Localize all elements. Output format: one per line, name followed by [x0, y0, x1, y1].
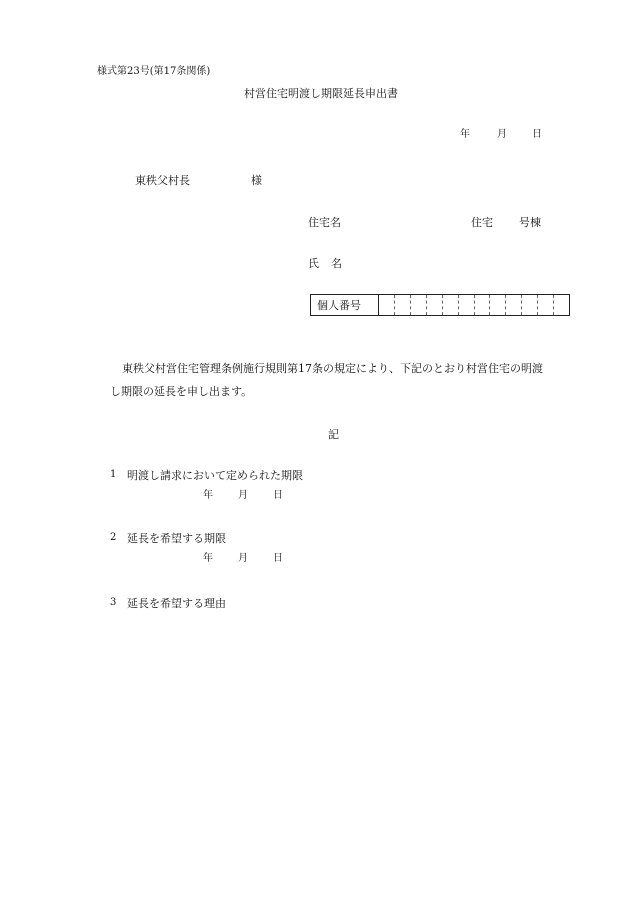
body-text-line2: し期限の延長を申し出ます。 [110, 385, 253, 398]
my-number-digit-cell[interactable] [537, 295, 553, 315]
item-date-year: 年 [203, 490, 213, 501]
document-title: 村営住宅明渡し期限延長申出書 [244, 87, 398, 100]
item-date-year: 年 [203, 553, 213, 564]
housing-label: 住宅 [471, 216, 493, 229]
date-day-label: 日 [532, 129, 542, 140]
my-number-digit-cell[interactable] [489, 295, 505, 315]
my-number-digit-cell[interactable] [394, 295, 410, 315]
addressee-name: 東秩父村長 [135, 174, 190, 187]
my-number-digit-cell[interactable] [474, 295, 490, 315]
item-text: 延長を希望する理由 [127, 597, 226, 610]
form-number: 様式第23号(第17条関係) [97, 66, 211, 77]
my-number-digit-cell[interactable] [379, 295, 394, 315]
item-number: 2 [110, 532, 117, 543]
my-number-digit-cell[interactable] [442, 295, 458, 315]
item-date-day: 日 [273, 553, 283, 564]
item-number: 3 [110, 597, 117, 608]
item-number: 1 [110, 469, 117, 480]
addressee-honorific: 様 [251, 174, 262, 187]
my-number-digit-cell[interactable] [426, 295, 442, 315]
date-month-label: 月 [497, 129, 507, 140]
my-number-digit-cell[interactable] [505, 295, 521, 315]
my-number-digit-cell[interactable] [458, 295, 474, 315]
my-number-digit-cells [379, 295, 569, 315]
date-year-label: 年 [460, 129, 470, 140]
housing-name-label: 住宅名 [308, 216, 341, 229]
my-number-digit-cell[interactable] [553, 295, 569, 315]
applicant-name-label-part1: 氏 [308, 257, 319, 270]
my-number-digit-cell[interactable] [410, 295, 426, 315]
my-number-box [310, 294, 570, 316]
item-date-month: 月 [238, 490, 248, 501]
body-text-line1: 東秩父村営住宅管理条例施行規則第17条の規定により、下記のとおり村営住宅の明渡 [122, 362, 543, 375]
item-date-day: 日 [273, 490, 283, 501]
item-text: 延長を希望する期限 [127, 532, 226, 545]
building-number-label: 号棟 [519, 216, 541, 229]
ki-heading: 記 [328, 428, 339, 441]
item-date-month: 月 [238, 553, 248, 564]
my-number-digit-cell[interactable] [521, 295, 537, 315]
my-number-label-cell [311, 295, 379, 315]
item-text: 明渡し請求において定められた期限 [127, 469, 303, 482]
my-number-label: 個人番号 [317, 299, 361, 312]
applicant-name-label-part2: 名 [331, 257, 342, 270]
